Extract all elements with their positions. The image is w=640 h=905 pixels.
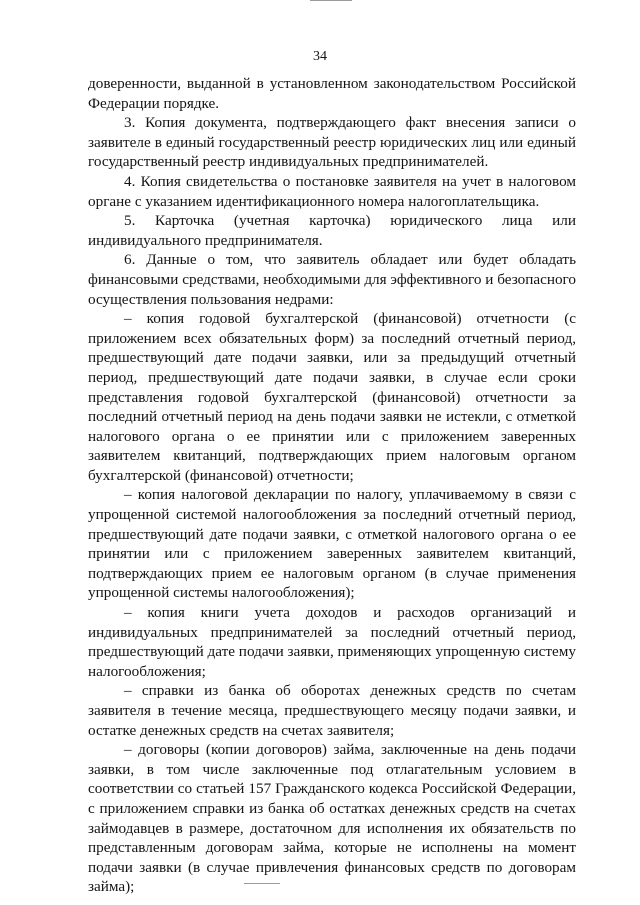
paragraph-item-4: 4. Копия свидетельства о постановке заявителя на учет в налоговом органе с указанием идентификационного номера налогоплательщика. [88,172,576,210]
list-item-bank-statements: – справки из банка об оборотах денежных средств по счетам заявителя в течение месяца, предшествующего месяцу подачи заявки, и остатке денежных средств на счетах заявителя; [88,682,576,739]
list-item-accounting-report: – копия годовой бухгалтерской (финансовой) отчетности (с приложением всех обязательных форм) за последний отчетный период, предшествующий дате подачи заявки, или за предыдущий отчетный период, предшествующий дате подачи заявки, в случае если сроки представления годовой бухгалтерской (финансовой) отчетности за последний отчетный период на день подачи заявки не истекли, с отметкой налогового органа о ее принятии или с приложением заверенных заявителем квитанций, подтверждающих прием налоговым органом бухгалтерской (финансовой) отчетности; [88,310,576,484]
page-number: 34 [313,49,327,64]
body-text [88,74,576,897]
scan-edge-mark-bottom [244,883,280,884]
paragraph-item-6: 6. Данные о том, что заявитель обладает или будет обладать финансовыми средствами, необходимыми для эффективного и безопасного осуществления пользования недрами: [88,251,576,308]
list-item-tax-declaration: – копия налоговой декларации по налогу, уплачиваемому в связи с упрощенной системой налогообложения за последний отчетный период, предшествующий дате подачи заявки, с отметкой налогового органа о ее принятии или с приложением заверенных заявителем квитанций, подтверждающих прием ее налоговым органом (в случае применения упрощенной системы налогообложения); [88,486,576,602]
paragraph-item-3: 3. Копия документа, подтверждающего факт внесения записи о заявителе в единый государственный реестр юридических лиц или единый государственный реестр индивидуальных предпринимателей. [88,114,576,171]
list-item-income-book: – копия книги учета доходов и расходов организаций и индивидуальных предпринимателей за последний отчетный период, предшествующий дате подачи заявки, применяющих упрощенную систему налогообложения; [88,604,576,680]
scan-edge-mark-top [310,0,352,1]
paragraph-item-5: 5. Карточка (учетная карточка) юридического лица или индивидуального предпринимателя. [88,212,576,249]
paragraph-continuation: доверенности, выданной в установленном законодательством Российской Федерации порядке. [88,75,576,112]
list-item-loan-agreements: – договоры (копии договоров) займа, заключенные на день подачи заявки, в том числе заключенные под отлагательным условием в соответствии со статьей 157 Гражданского кодекса Российской Федерации, с приложением справки из банка об остатках денежных средств на счетах займодавцев в размере, достаточном для исполнения их обязательств по представленным договорам займа, которые не исполнены на момент подачи заявки (в случае привлечения финансовых средств по договорам займа); [88,741,576,896]
